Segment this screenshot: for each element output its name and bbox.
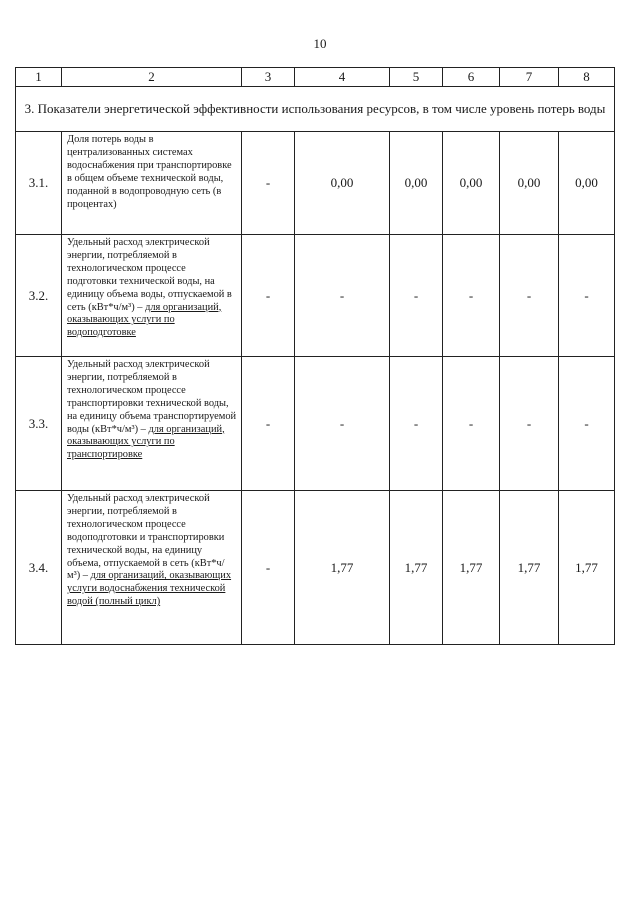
table-row	[16, 132, 615, 235]
column-number: 6	[443, 68, 500, 87]
row-number: 3.2.	[16, 235, 62, 357]
value-cell: 1,77	[390, 491, 443, 645]
description-text: Удельный расход электрической энергии, потребляемой в технологическом процессе транспортировки технической воды, на единицу объема транспортируемой воды (кВт*ч/м³) –	[67, 359, 237, 435]
value-cell: -	[443, 357, 500, 491]
value-cell: 1,77	[295, 491, 390, 645]
column-number: 2	[62, 68, 242, 87]
value-cell: 0,00	[295, 132, 390, 235]
value-cell: -	[500, 357, 559, 491]
value-cell: -	[559, 235, 615, 357]
column-number-header-row	[16, 68, 615, 87]
value-cell: -	[390, 235, 443, 357]
row-number: 3.4.	[16, 491, 62, 645]
indicator-description	[62, 357, 242, 491]
indicator-description	[62, 132, 242, 235]
indicators-table	[15, 67, 615, 645]
page-number: 10	[313, 36, 327, 51]
value-cell: -	[242, 235, 295, 357]
value-cell: -	[242, 132, 295, 235]
column-number: 7	[500, 68, 559, 87]
value-cell: -	[295, 235, 390, 357]
value-cell: 0,00	[443, 132, 500, 235]
description-underlined: для организаций, оказывающих услуги по водоподготовке	[67, 301, 222, 339]
indicator-description	[62, 491, 242, 645]
description-underlined: для организаций, оказывающих услуги по транспортировке	[67, 423, 225, 461]
value-cell: -	[500, 235, 559, 357]
row-number: 3.1.	[16, 132, 62, 235]
table-row	[16, 235, 615, 357]
value-cell: 0,00	[390, 132, 443, 235]
description-text: Доля потерь воды в централизованных системах водоснабжения при транспортировке в общем объеме технической воды, поданной в водопроводную сеть (в процентах)	[67, 134, 232, 210]
value-cell: 1,77	[559, 491, 615, 645]
column-number: 1	[16, 68, 62, 87]
row-number: 3.3.	[16, 357, 62, 491]
description-text: Удельный расход электрической энергии, потребляемой в технологическом процессе водоподготовки и транспортировки технической воды, на единицу объема, отпускаемой в сеть (кВт*ч/м³) –	[67, 493, 225, 582]
value-cell: -	[390, 357, 443, 491]
value-cell: 1,77	[500, 491, 559, 645]
section-title: 3. Показатели энергетической эффективности использования ресурсов, в том числе уровень потерь воды	[16, 87, 615, 132]
table-row	[16, 357, 615, 491]
value-cell: -	[559, 357, 615, 491]
column-number: 8	[559, 68, 615, 87]
value-cell: 0,00	[559, 132, 615, 235]
section-heading-row	[16, 87, 615, 132]
column-number: 5	[390, 68, 443, 87]
value-cell: -	[443, 235, 500, 357]
description-text: Удельный расход электрической энергии, потребляемой в технологическом процессе подготовки технической воды, на единицу объема воды, отпускаемой в сеть (кВт*ч/м³) –	[67, 237, 232, 313]
column-number: 4	[295, 68, 390, 87]
value-cell: 1,77	[443, 491, 500, 645]
indicator-description	[62, 235, 242, 357]
column-number: 3	[242, 68, 295, 87]
value-cell: -	[242, 357, 295, 491]
table-row	[16, 491, 615, 645]
value-cell: -	[295, 357, 390, 491]
value-cell: 0,00	[500, 132, 559, 235]
description-underlined: для организаций, оказывающих услуги водоснабжения технической водой (полный цикл)	[67, 570, 232, 608]
value-cell: -	[242, 491, 295, 645]
